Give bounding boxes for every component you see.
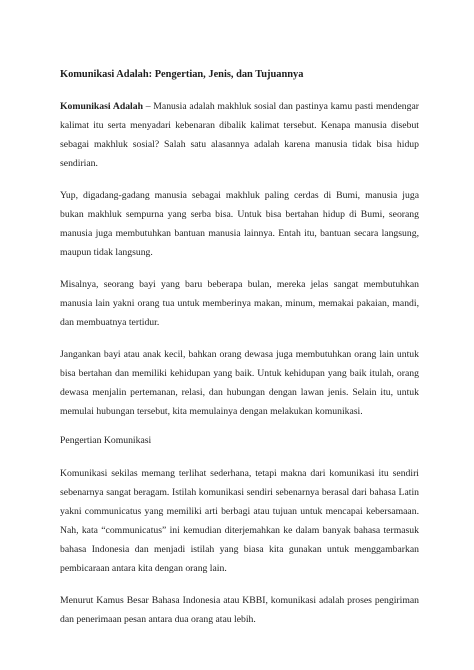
document-title: Komunikasi Adalah: Pengertian, Jenis, dan Tujuannya: [60, 69, 304, 80]
section-paragraph: Menurut Kamus Besar Bahasa Indonesia atau KBBI, komunikasi adalah proses pengiriman dan penerimaan pesan antara dua orang atau lebih.: [60, 595, 419, 625]
section-paragraph: Komunikasi sekilas memang terlihat sederhana, tetapi makna dari komunikasi itu sendiri sebenarnya sangat beragam. Istilah komunikasi sendiri sebenarnya berasal dari bahasa Latin yakni communicatus yang memiliki arti berbagi atau tujuan untuk mencapai kebersamaan. Nah, kata “communicatus” ini kemudian diterjemahkan ke dalam banyak bahasa termasuk bahasa Indonesia dan menjadi istilah yang biasa kita gunakan untuk menggambarkan pembicaraan antara kita dengan orang lain.: [60, 468, 419, 574]
intro-bold-term: Komunikasi Adalah: [60, 101, 143, 112]
intro-text: – Manusia adalah makhluk sosial dan pastinya kamu pasti mendengar kalimat itu serta menyadari kebenaran dibalik kalimat tersebut. Kenapa manusia disebut sebagai makhluk sosial? Salah satu alasannya adalah karena manusia tidak bisa hidup sendirian.: [60, 101, 419, 169]
paragraph: Yup, digadang-gadang manusia sebagai makhluk paling cerdas di Bumi, manusia juga bukan makhluk sempurna yang serba bisa. Untuk bisa bertahan hidup di Bumi, seorang manusia juga membutuhkan bantuan manusia lainnya. Entah itu, bantuan secara langsung, maupun tidak langsung.: [60, 190, 419, 258]
paragraph: Jangankan bayi atau anak kecil, bahkan orang dewasa juga membutuhkan orang lain untuk bisa bertahan dan memiliki kehidupan yang baik. Untuk kehidupan yang baik itulah, orang dewasa menjalin pertemanan, relasi, dan hubungan dengan lawan jenis. Selain itu, untuk memulai hubungan tersebut, kita memulainya dengan melakukan komunikasi.: [60, 349, 419, 417]
paragraph: Misalnya, seorang bayi yang baru beberapa bulan, mereka jelas sangat membutuhkan manusia lain yakni orang tua untuk memberinya makan, minum, memakai pakaian, mandi, dan membuatnya tertidur.: [60, 279, 419, 328]
section-heading: Pengertian Komunikasi: [60, 435, 152, 446]
intro-paragraph: [60, 97, 419, 173]
